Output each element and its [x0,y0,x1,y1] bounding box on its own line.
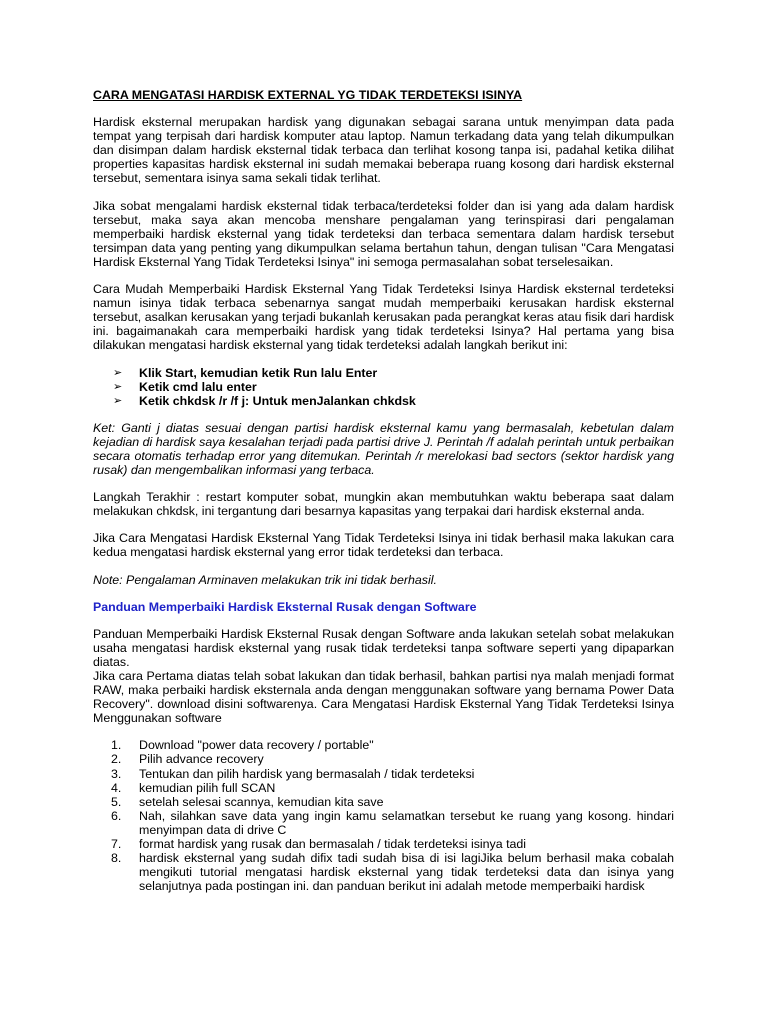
list-item [93,837,674,851]
step-number: 3. [111,766,122,781]
step-text: Nah, silahkan save data yang ingin kamu selamatkan tersebut ke ruang yang kosong. hindari menyimpan data di drive C [139,808,674,837]
arrow-bullet-icon: ➢ [113,393,123,407]
list-item [93,394,674,408]
ket-note: Ket: Ganti j diatas sesuai dengan partisi hardisk eksternal kamu yang bermasalah, kebetulan dalam kejadian di hardisk saya kesalahan terjadi pada partisi drive J. Perintah /f adalah perintah untuk perbaikan secara otomatis terhadap error yang ditemukan. Perintah /r merelokasi bad sectors (sektor hardisk yang rusak) dan mengembalikan informasi yang terbaca. [93,420,674,478]
step-text: kemudian pilih full SCAN [139,780,276,795]
list-item [93,795,674,809]
step-number: 4. [111,780,122,795]
easy-fix-paragraph: Cara Mudah Memperbaiki Hardisk Eksternal Yang Tidak Terdeteksi Isinya Hardisk eksternal terdeteksi namun isinya tidak terbaca sebenarnya sangat mudah memperbaiki kerusakan hardisk eksternal tersebut, asalkan kerusakan yang terjadi bukanlah kerusakan pada perangkat keras atau fisik dari hardisk ini. bagaimanakah cara memperbaiki hardisk yang tidak terdeteksi Isinya? Hal pertama yang bisa dilakukan mengatasi hardisk eksternal yang tidak terdeteksi adalah langkah berikut ini: [93,282,674,353]
step-text: hardisk eksternal yang sudah difix tadi sudah bisa di isi lagiJika belum berhasil maka cobalah mengikuti tutorial mengatasi hardisk eksternal yang tidak terdeteksi data dan isinya yang selanjutnya pada postingan ini. dan panduan berikut ini adalah metode memperbaiki hardisk [139,851,674,894]
step-number: 6. [111,808,122,823]
step-number: 7. [111,837,122,852]
experience-paragraph: Jika sobat mengalami hardisk eksternal tidak terbaca/terdeteksi folder dan isi yang ada dalam hardisk tersebut, maka saya akan mencoba menshare pengalaman yang terinspirasi dari pengalaman memperbaiki hardisk eksternal yang tidak terdeteksi dan terbaca sementara dalam hardisk tersebut tersimpan data yang penting yang dikumpulkan selama bertahun tahun, dengan tulisan "Cara Mengatasi Hardisk Eksternal Yang Tidak Terdeteksi Isinya" ini semoga permasalahan sobat terselesaikan. [93,198,674,269]
command-steps-list [93,366,674,408]
list-item [93,781,674,795]
list-item [93,380,674,394]
software-guide-heading: Panduan Memperbaiki Hardisk Eksternal Rusak dengan Software [93,599,477,614]
step-number: 1. [111,738,122,753]
intro-paragraph: Hardisk eksternal merupakan hardisk yang digunakan sebagai sarana untuk menyimpan data pada tempat yang terpisah dari hardisk komputer atau laptop. Namun terkadang data yang telah dikumpulkan dan disimpan dalam hardisk eksternal tidak terbaca dan terlihat kosong tanpa isi, padahal ketika dilihat properties kapasitas hardisk eksternal ini sudah memakai beberapa ruang kosong dari hardisk eksternal tersebut, sementara isinya sama sekali tidak terlihat. [93,115,674,186]
list-item [93,767,674,781]
step-number: 2. [111,752,122,767]
list-item [93,366,674,380]
final-step-paragraph: Langkah Terakhir : restart komputer sobat, mungkin akan membutuhkan waktu beberapa saat dalam melakukan chkdsk, ini tergantung dari besarnya kapasitas yang terpakai dari hardisk eksternal anda. [93,490,674,519]
second-way-paragraph: Jika Cara Mengatasi Hardisk Eksternal Yang Tidak Terdeteksi Isinya ini tidak berhasil maka lakukan cara kedua mengatasi hardisk eksternal yang error tidak terdeteksi dan terbaca. [93,531,674,560]
step-text: setelah selesai scannya, kemudian kita save [139,794,384,809]
list-item [93,752,674,766]
arrow-bullet-icon: ➢ [113,365,123,379]
list-item [93,738,674,752]
list-item-text: Ketik chkdsk /r /f j: Untuk menJalankan chkdsk [139,393,416,408]
list-item [93,851,674,893]
step-number: 8. [111,851,122,866]
list-item [93,809,674,837]
raw-format-paragraph: Jika cara Pertama diatas telah sobat lakukan dan tidak berhasil, bahkan partisi nya malah menjadi format RAW, maka perbaiki hardisk eksternala anda dengan menggunakan software yang bernama Power Data Recovery". download disini softwarenya. Cara Mengatasi Hardisk Eksternal Yang Tidak Terdeteksi Isinya Menggunakan software [93,669,674,726]
step-text: format hardisk yang rusak dan bermasalah / tidak terdeteksi isinya tadi [139,837,527,852]
software-guide-paragraph: Panduan Memperbaiki Hardisk Eksternal Rusak dengan Software anda lakukan setelah sobat melakukan usaha mengatasi hardisk eksternal yang rusak tidak terdeteksi tanpa software seperti yang dipaparkan diatas. [93,626,674,669]
software-steps-list [93,738,674,893]
author-note: Note: Pengalaman Arminaven melakukan trik ini tidak berhasil. [93,572,437,587]
step-number: 5. [111,794,122,809]
document-title: CARA MENGATASI HARDISK EXTERNAL YG TIDAK TERDETEKSI ISINYA [93,88,523,102]
step-text: Download "power data recovery / portable" [139,738,374,753]
list-item-text: Ketik cmd lalu enter [139,379,257,394]
arrow-bullet-icon: ➢ [113,379,123,393]
step-text: Pilih advance recovery [139,752,264,767]
document-body [93,88,674,893]
list-item-text: Klik Start, kemudian ketik Run lalu Enter [139,365,378,380]
step-text: Tentukan dan pilih hardisk yang bermasalah / tidak terdeteksi [139,766,475,781]
